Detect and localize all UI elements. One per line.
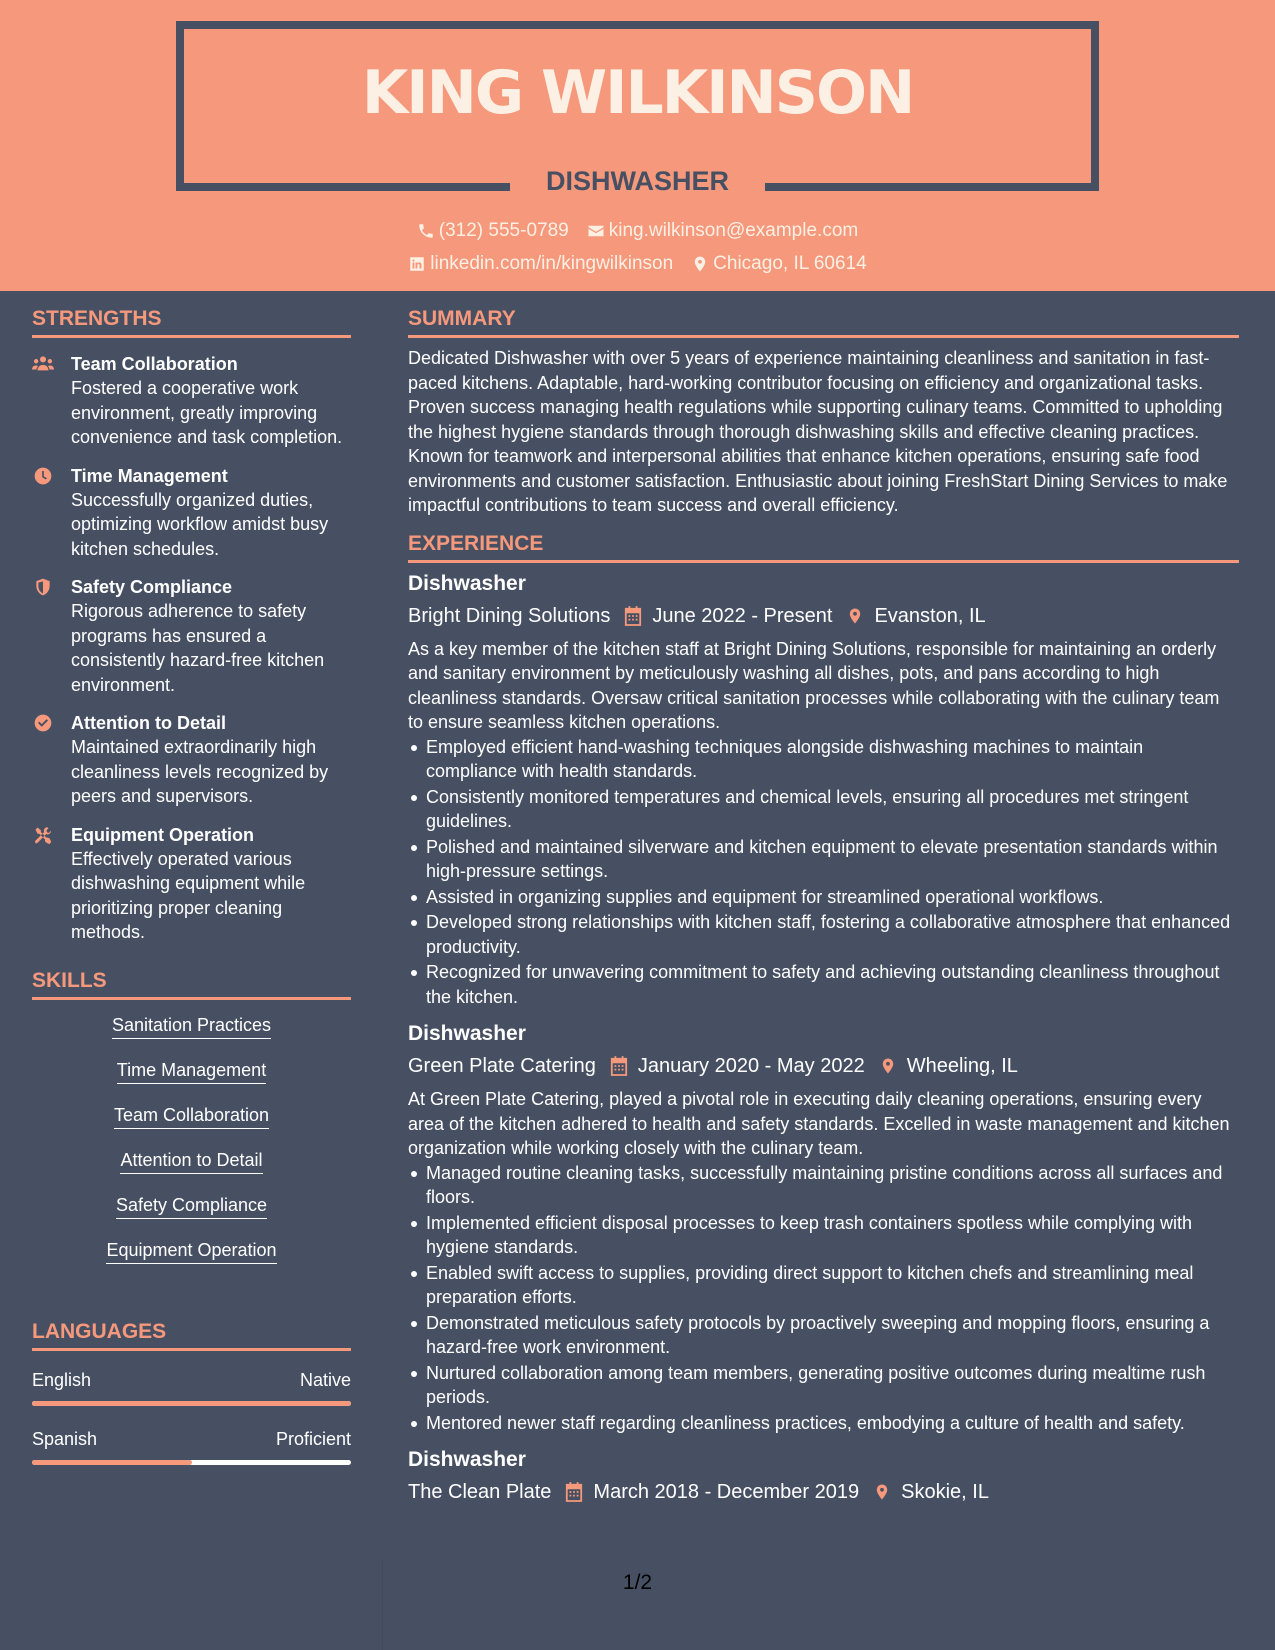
- strength-item: [32, 464, 351, 562]
- summary-text: Dedicated Dishwasher with over 5 years of experience maintaining cleanliness and sanitation in fast-paced kitchens. Adaptable, hard-working contributor focusing on efficiency and organizational tasks. Proven success managing health regulations while supporting culinary teams. Committed to upholding the highest hygiene standards through thorough dishwashing skills and effective cleaning practices. Known for teamwork and interpersonal abilities that enhance kitchen operations, ensuring safe food environments and customer satisfaction. Enthusiastic about joining FreshStart Dining Services to make impactful contributions to team success and overall efficiency.: [408, 348, 1228, 515]
- job-title: DISHWASHER: [545, 166, 729, 196]
- language-item: [32, 1369, 351, 1406]
- job-location: Wheeling, IL: [906, 1055, 1018, 1077]
- skills-heading: SKILLS: [32, 969, 351, 1000]
- skills-list: [32, 1014, 351, 1284]
- bullet-item: Managed routine cleaning tasks, successfully maintaining pristine conditions across all surfaces and floors.: [408, 1161, 1239, 1210]
- strength-item: [32, 711, 351, 809]
- strength-title: Safety Compliance: [71, 577, 233, 597]
- job-entry: [408, 571, 1239, 1010]
- skill-tag: Time Management: [117, 1059, 266, 1084]
- job-location: Evanston, IL: [874, 604, 986, 627]
- strength-title: Team Collaboration: [71, 354, 238, 374]
- skill-tag: Equipment Operation: [106, 1239, 276, 1264]
- strength-item: [32, 352, 351, 450]
- bullet-item: Nurtured collaboration among team members, generating positive outcomes during mealtime rush periods.: [408, 1361, 1239, 1410]
- job-dates: January 2020 - May 2022: [637, 1055, 865, 1077]
- strength-desc: Successfully organized duties, optimizing workflow amidst busy kitchen schedules.: [71, 489, 329, 559]
- language-level: Native: [299, 1369, 351, 1390]
- map-pin-icon: [879, 1056, 897, 1076]
- envelope-icon: [587, 222, 605, 240]
- strength-desc: Rigorous adherence to safety programs has ensured a consistently hazard-free kitchen environment.: [71, 601, 325, 695]
- map-pin-icon: [846, 606, 864, 626]
- job-dates: June 2022 - Present: [652, 604, 833, 627]
- experience-section: [408, 532, 1239, 1508]
- page-number: 1/2: [622, 1571, 653, 1594]
- language-bar-fill: [32, 1460, 192, 1465]
- strength-desc: Fostered a cooperative work environment, greatly improving convenience and task completion.: [71, 378, 343, 447]
- languages-heading: LANGUAGES: [32, 1320, 351, 1351]
- check-circle-icon: [32, 713, 54, 733]
- language-bar: [32, 1401, 351, 1406]
- left-column: [32, 307, 351, 1465]
- strength-desc: Maintained extraordinarily high cleanliness levels recognized by peers and supervisors.: [71, 737, 329, 806]
- experience-heading: EXPERIENCE: [408, 532, 1239, 563]
- job-bullets: [408, 735, 1239, 1010]
- bullet-item: Assisted in organizing supplies and equipment for streamlined operational workflows.: [408, 885, 1239, 910]
- linkedin-icon: [408, 255, 426, 273]
- users-icon: [32, 354, 54, 374]
- company-name: Bright Dining Solutions: [408, 604, 611, 627]
- summary-heading: SUMMARY: [408, 307, 1239, 338]
- map-pin-icon: [873, 1482, 891, 1502]
- skill-tag: Team Collaboration: [114, 1104, 269, 1129]
- job-description: At Green Plate Catering, played a pivotal role in executing daily cleaning operations, ensuring every area of the kitchen adhered to health and safety standards. Excelled in waste management and kitchen organization while working closely with the culinary team.: [408, 1089, 1230, 1158]
- job-location: Skokie, IL: [901, 1481, 989, 1503]
- job-entry: [408, 1447, 1239, 1507]
- strength-item: [32, 575, 351, 697]
- calendar-icon: [565, 1482, 583, 1502]
- language-item: [32, 1428, 351, 1465]
- job-bullets: [408, 1161, 1239, 1436]
- tools-icon: [32, 825, 54, 845]
- calendar-icon: [624, 606, 642, 626]
- bullet-item: Demonstrated meticulous safety protocols by proactively sweeping and mopping floors, ensuring a hazard-free work environment.: [408, 1311, 1239, 1360]
- company-name: The Clean Plate: [408, 1481, 552, 1503]
- skill-tag: Attention to Detail: [120, 1149, 262, 1174]
- bullet-item: Mentored newer staff regarding cleanliness practices, embodying a culture of health and safety.: [408, 1411, 1239, 1436]
- strengths-list: [32, 352, 351, 945]
- language-bar-fill: [32, 1401, 351, 1406]
- job-entry-title: Dishwasher: [408, 1022, 526, 1045]
- linkedin-text: linkedin.com/in/kingwilkinson: [430, 253, 674, 274]
- email-item[interactable]: [587, 220, 859, 242]
- job-dates: March 2018 - December 2019: [593, 1481, 860, 1503]
- skill-tag: Sanitation Practices: [112, 1014, 271, 1039]
- bullet-item: Enabled swift access to supplies, providing direct support to kitchen chefs and streamlining meal preparation efforts.: [408, 1261, 1239, 1310]
- phone-icon: [417, 222, 435, 240]
- skill-tag: Safety Compliance: [116, 1194, 267, 1219]
- language-name: English: [32, 1369, 92, 1390]
- bullet-item: Developed strong relationships with kitchen staff, fostering a collaborative atmosphere that enhanced productivity.: [408, 910, 1239, 959]
- email-text: king.wilkinson@example.com: [608, 220, 859, 241]
- bullet-item: Employed efficient hand-washing techniques alongside dishwashing machines to maintain compliance with health standards.: [408, 735, 1239, 784]
- bullet-item: Consistently monitored temperatures and chemical levels, ensuring all procedures met stringent guidelines.: [408, 785, 1239, 834]
- bullet-item: Recognized for unwavering commitment to safety and achieving outstanding cleanliness throughout the kitchen.: [408, 960, 1239, 1009]
- strength-desc: Effectively operated various dishwashing equipment while prioritizing proper cleaning methods.: [71, 848, 306, 942]
- phone-text: (312) 555-0789: [438, 220, 569, 241]
- strength-title: Time Management: [71, 465, 228, 486]
- job-meta: [408, 1051, 1239, 1081]
- bullet-item: Polished and maintained silverware and kitchen equipment to elevate presentation standards within high-pressure settings.: [408, 835, 1239, 884]
- job-meta: [408, 1477, 1239, 1507]
- strength-title: Equipment Operation: [71, 824, 255, 845]
- strengths-heading: STRENGTHS: [32, 307, 351, 338]
- job-entry-title: Dishwasher: [408, 571, 526, 595]
- candidate-name: KING WILKINSON: [361, 58, 914, 128]
- bullet-item: Implemented efficient disposal processes to keep trash containers spotless while complying with hygiene standards.: [408, 1211, 1239, 1260]
- right-column: [408, 307, 1239, 1507]
- map-pin-icon: [691, 255, 709, 273]
- job-entry-title: Dishwasher: [408, 1448, 526, 1471]
- linkedin-item[interactable]: [408, 253, 673, 275]
- clock-icon: [32, 466, 54, 486]
- calendar-icon: [610, 1056, 628, 1076]
- resume-header: [0, 0, 1275, 291]
- language-level: Proficient: [275, 1428, 351, 1449]
- languages-section: [32, 1320, 351, 1465]
- phone-item[interactable]: [417, 220, 569, 242]
- location-item: [691, 253, 867, 275]
- contact-row-1: [0, 220, 1275, 242]
- location-text: Chicago, IL 60614: [713, 253, 867, 274]
- language-bar: [32, 1460, 351, 1465]
- strength-item: [32, 823, 351, 945]
- job-entry: [408, 1021, 1239, 1435]
- skills-section: [32, 969, 351, 1284]
- shield-icon: [32, 577, 54, 597]
- job-description: As a key member of the kitchen staff at Bright Dining Solutions, responsible for maintaining an orderly and sanitary environment by meticulously washing all dishes, pots, and pans according to high cleanliness standards. Oversaw critical sanitation processes while collaborating with the culinary team to ensure seamless kitchen operations.: [408, 638, 1220, 732]
- job-meta: [408, 601, 1239, 631]
- language-name: Spanish: [32, 1428, 98, 1449]
- contact-row-2: [0, 253, 1275, 275]
- strength-title: Attention to Detail: [71, 713, 226, 733]
- company-name: Green Plate Catering: [408, 1055, 596, 1077]
